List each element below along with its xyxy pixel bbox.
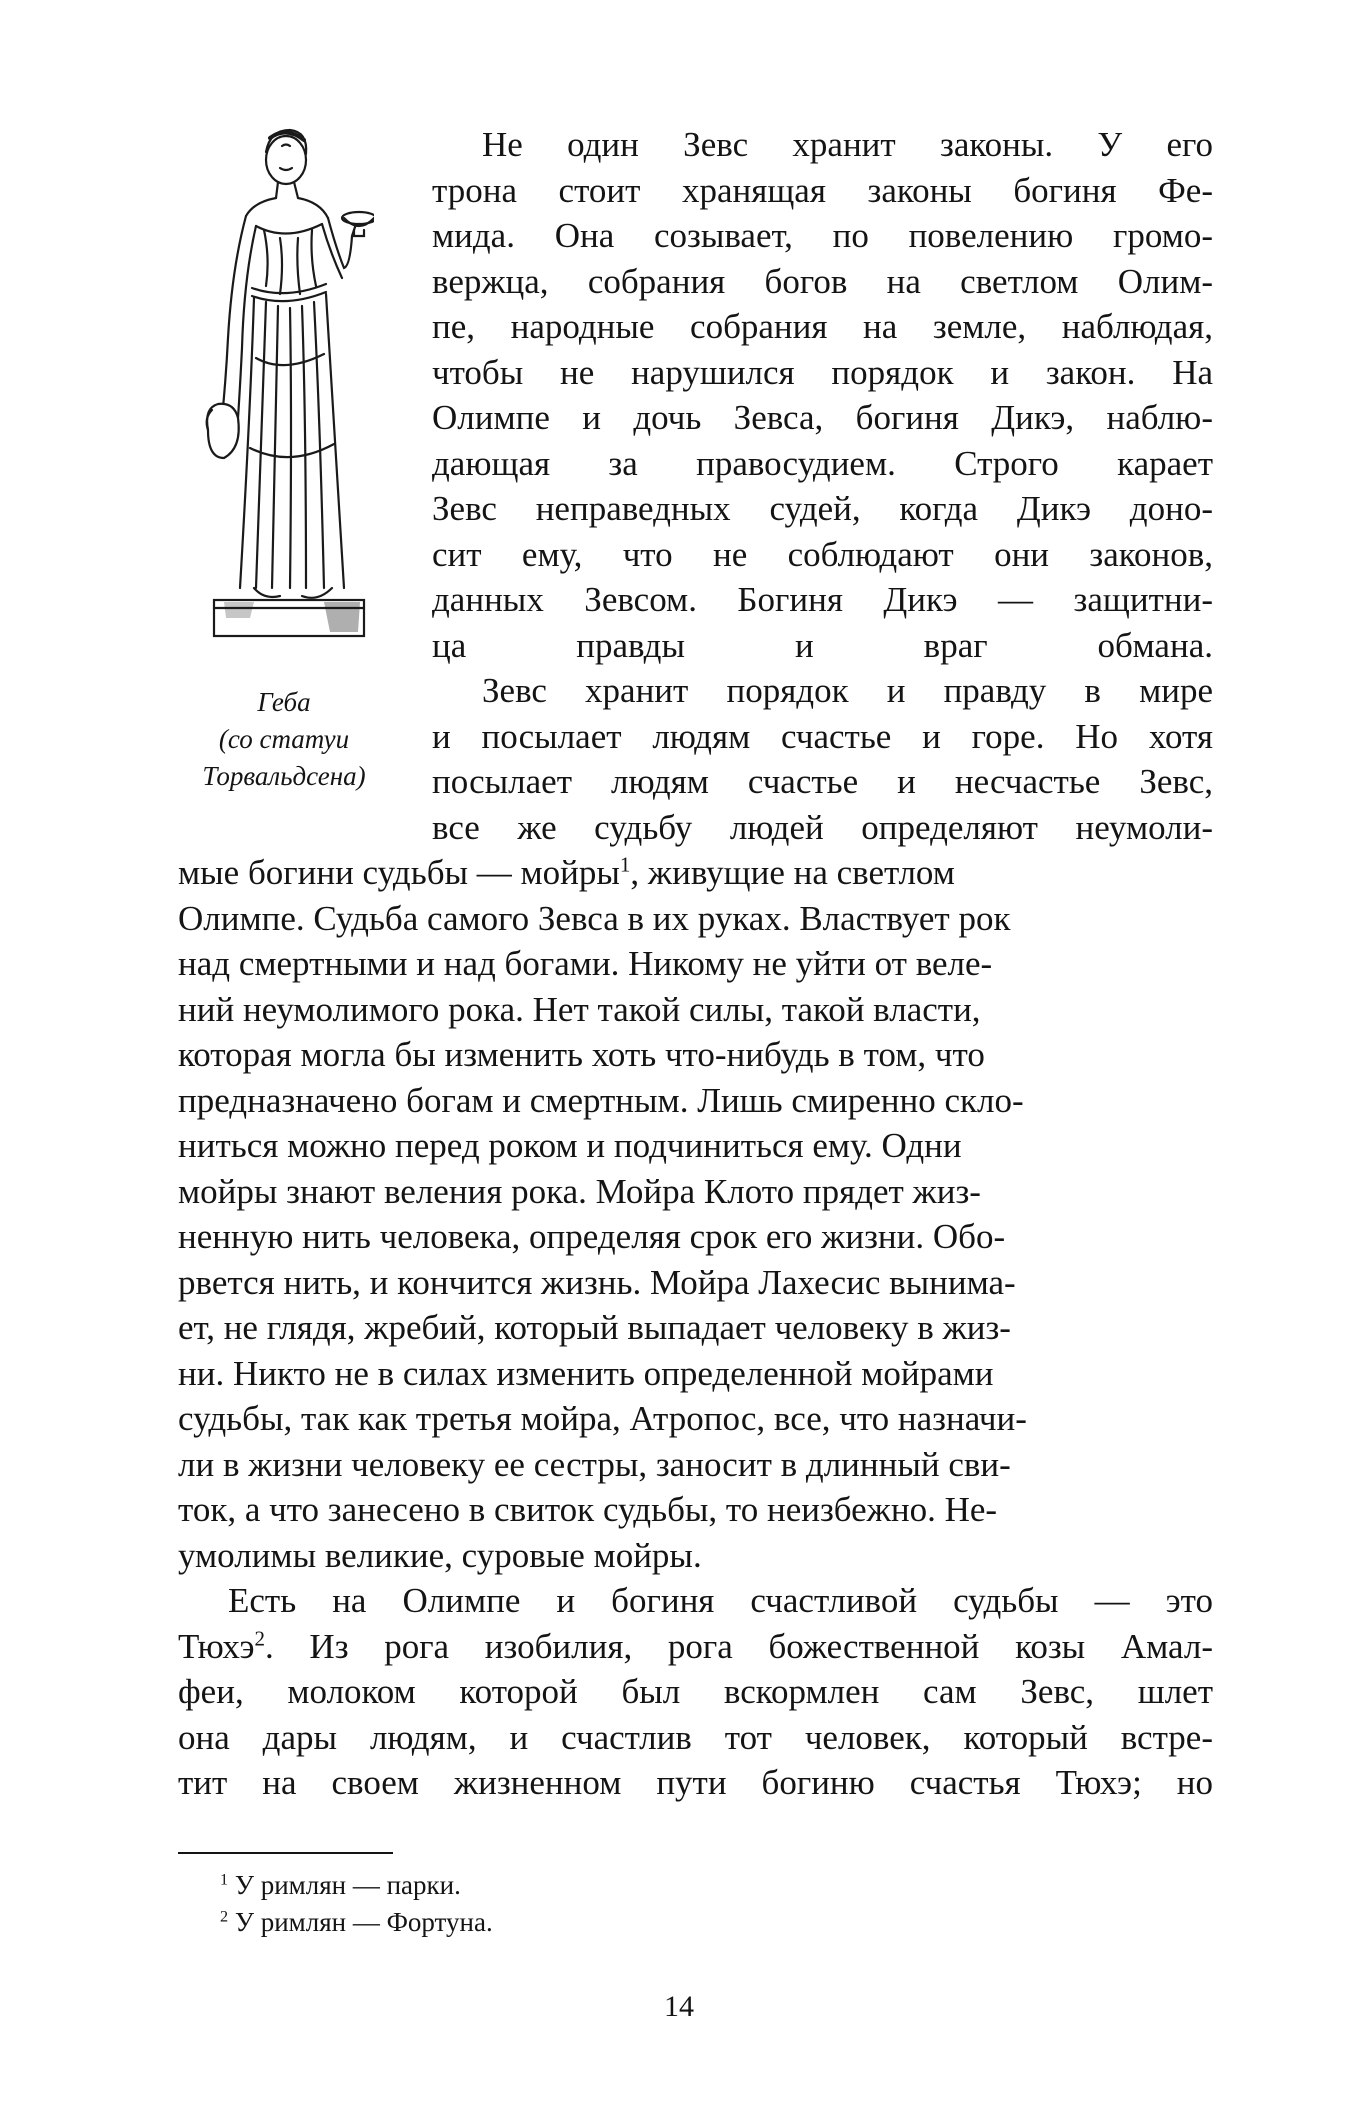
text-fragment: мые богини судьбы — мойры bbox=[178, 853, 620, 892]
text-line: Есть на Олимпе и богиня счастливой судьбы — это bbox=[228, 1581, 1213, 1620]
text-line: сит ему, что не соблюдают они законов, bbox=[432, 534, 1213, 574]
text-line: дающая за правосудием. Строго карает bbox=[432, 443, 1213, 483]
footnote-text: У римлян — Фортуна. bbox=[234, 1907, 493, 1937]
text-fragment: , живущие на светлом bbox=[630, 853, 955, 892]
text-fragment: Тюхэ bbox=[178, 1626, 255, 1666]
text-line: Не один Зевс хранит законы. У его bbox=[482, 125, 1213, 164]
footnotes bbox=[220, 1867, 493, 1941]
text-line: мойры знают веления рока. Мойра Клото прядет жиз- bbox=[178, 1171, 981, 1211]
text-line: Олимпе и дочь Зевса, богиня Дикэ, наблю- bbox=[432, 398, 1213, 437]
text-line: ток, а что занесено в свиток судьбы, то неизбежно. Не- bbox=[178, 1490, 998, 1529]
text-line: она дары людям, и счастлив тот человек, который встре- bbox=[178, 1717, 1213, 1757]
caption-line: Торвальдсена) bbox=[202, 761, 366, 791]
footnote-1 bbox=[220, 1867, 493, 1904]
footnote-ref-2: 2 bbox=[254, 1625, 265, 1650]
text-line: мида. Она созывает, по повелению громо- bbox=[432, 216, 1213, 255]
footnote-separator bbox=[178, 1852, 393, 1854]
text-line: которая могла бы изменить хоть что-нибудь в том, что bbox=[178, 1035, 985, 1074]
text-line: Зевс неправедных судей, когда Дикэ доно- bbox=[432, 489, 1213, 528]
paragraph-themis bbox=[178, 122, 1213, 668]
text-line: все же судьбу людей определяют неумоли- bbox=[432, 807, 1213, 847]
text-line: ет, не глядя, жребий, который выпадает человеку в жиз- bbox=[178, 1308, 1011, 1347]
text-line: ни. Никто не в силах изменить определенной мойрами bbox=[178, 1353, 994, 1393]
text-line: чтобы не нарушился порядок и закон. На bbox=[432, 352, 1213, 392]
text-line: тит на своем жизненном пути богиню счастья Тюхэ; но bbox=[178, 1763, 1213, 1802]
text-line: ний неумолимого рока. Нет такой силы, такой власти, bbox=[178, 989, 981, 1029]
text-line: предназначено богам и смертным. Лишь смиренно скло- bbox=[178, 1080, 1024, 1120]
text-line: посылает людям счастье и несчастье Зевс, bbox=[432, 762, 1213, 801]
paragraph-tyche bbox=[178, 1578, 1213, 1806]
footnote-mark: 2 bbox=[220, 1907, 229, 1926]
body-text bbox=[178, 122, 1213, 1806]
text-line: ненную нить человека, определяя срок его жизни. Обо- bbox=[178, 1217, 1006, 1256]
text-line: рвется нить, и кончится жизнь. Мойра Лахесис вынима- bbox=[178, 1262, 1016, 1302]
page-number: 14 bbox=[664, 1990, 694, 2023]
text-line: ли в жизни человеку ее сестры, заносит в длинный сви- bbox=[178, 1444, 1011, 1484]
text-line: пе, народные собрания на земле, наблюдая, bbox=[432, 307, 1213, 346]
text-line bbox=[178, 850, 1213, 896]
text-line: ниться можно перед роком и подчиниться ему. Одни bbox=[178, 1126, 962, 1165]
paragraph-moirai bbox=[178, 850, 1213, 1578]
caption-line: (со статуи bbox=[218, 724, 350, 754]
text-line: судьбы, так как третья мойра, Атропос, все, что назначи- bbox=[178, 1399, 1027, 1438]
text-line: феи, молоком которой был вскормлен сам Зевс, шлет bbox=[178, 1672, 1213, 1711]
text-line bbox=[178, 1624, 1213, 1670]
caption-line: Геба bbox=[257, 687, 311, 717]
footnote-ref-1: 1 bbox=[619, 852, 631, 877]
text-line: Зевс хранит порядок и правду в мире bbox=[482, 671, 1213, 710]
text-line: над смертными и над богами. Никому не уйти от веле- bbox=[178, 944, 993, 983]
footnote-mark: 1 bbox=[220, 1870, 229, 1889]
footnote-text: У римлян — парки. bbox=[234, 1870, 461, 1900]
footnote-2 bbox=[220, 1904, 493, 1941]
paragraph-moirai-intro bbox=[178, 668, 1213, 850]
text-fragment: . Из рога изобилия, рога божественной козы Амал- bbox=[264, 1626, 1213, 1666]
text-line: данных Зевсом. Богиня Дикэ — защитни- bbox=[432, 580, 1213, 619]
text-line: умолимы великие, суровые мойры. bbox=[178, 1535, 702, 1575]
text-line: Олимпе. Судьба самого Зевса в их руках. Властвует рок bbox=[178, 898, 1011, 938]
text-line: и посылает людям счастье и горе. Но хотя bbox=[432, 716, 1213, 756]
text-line: ца правды и враг обмана. bbox=[432, 625, 1213, 665]
text-line: трона стоит хранящая законы богиня Фе- bbox=[432, 170, 1213, 210]
text-line: вержца, собрания богов на светлом Олим- bbox=[432, 261, 1213, 301]
